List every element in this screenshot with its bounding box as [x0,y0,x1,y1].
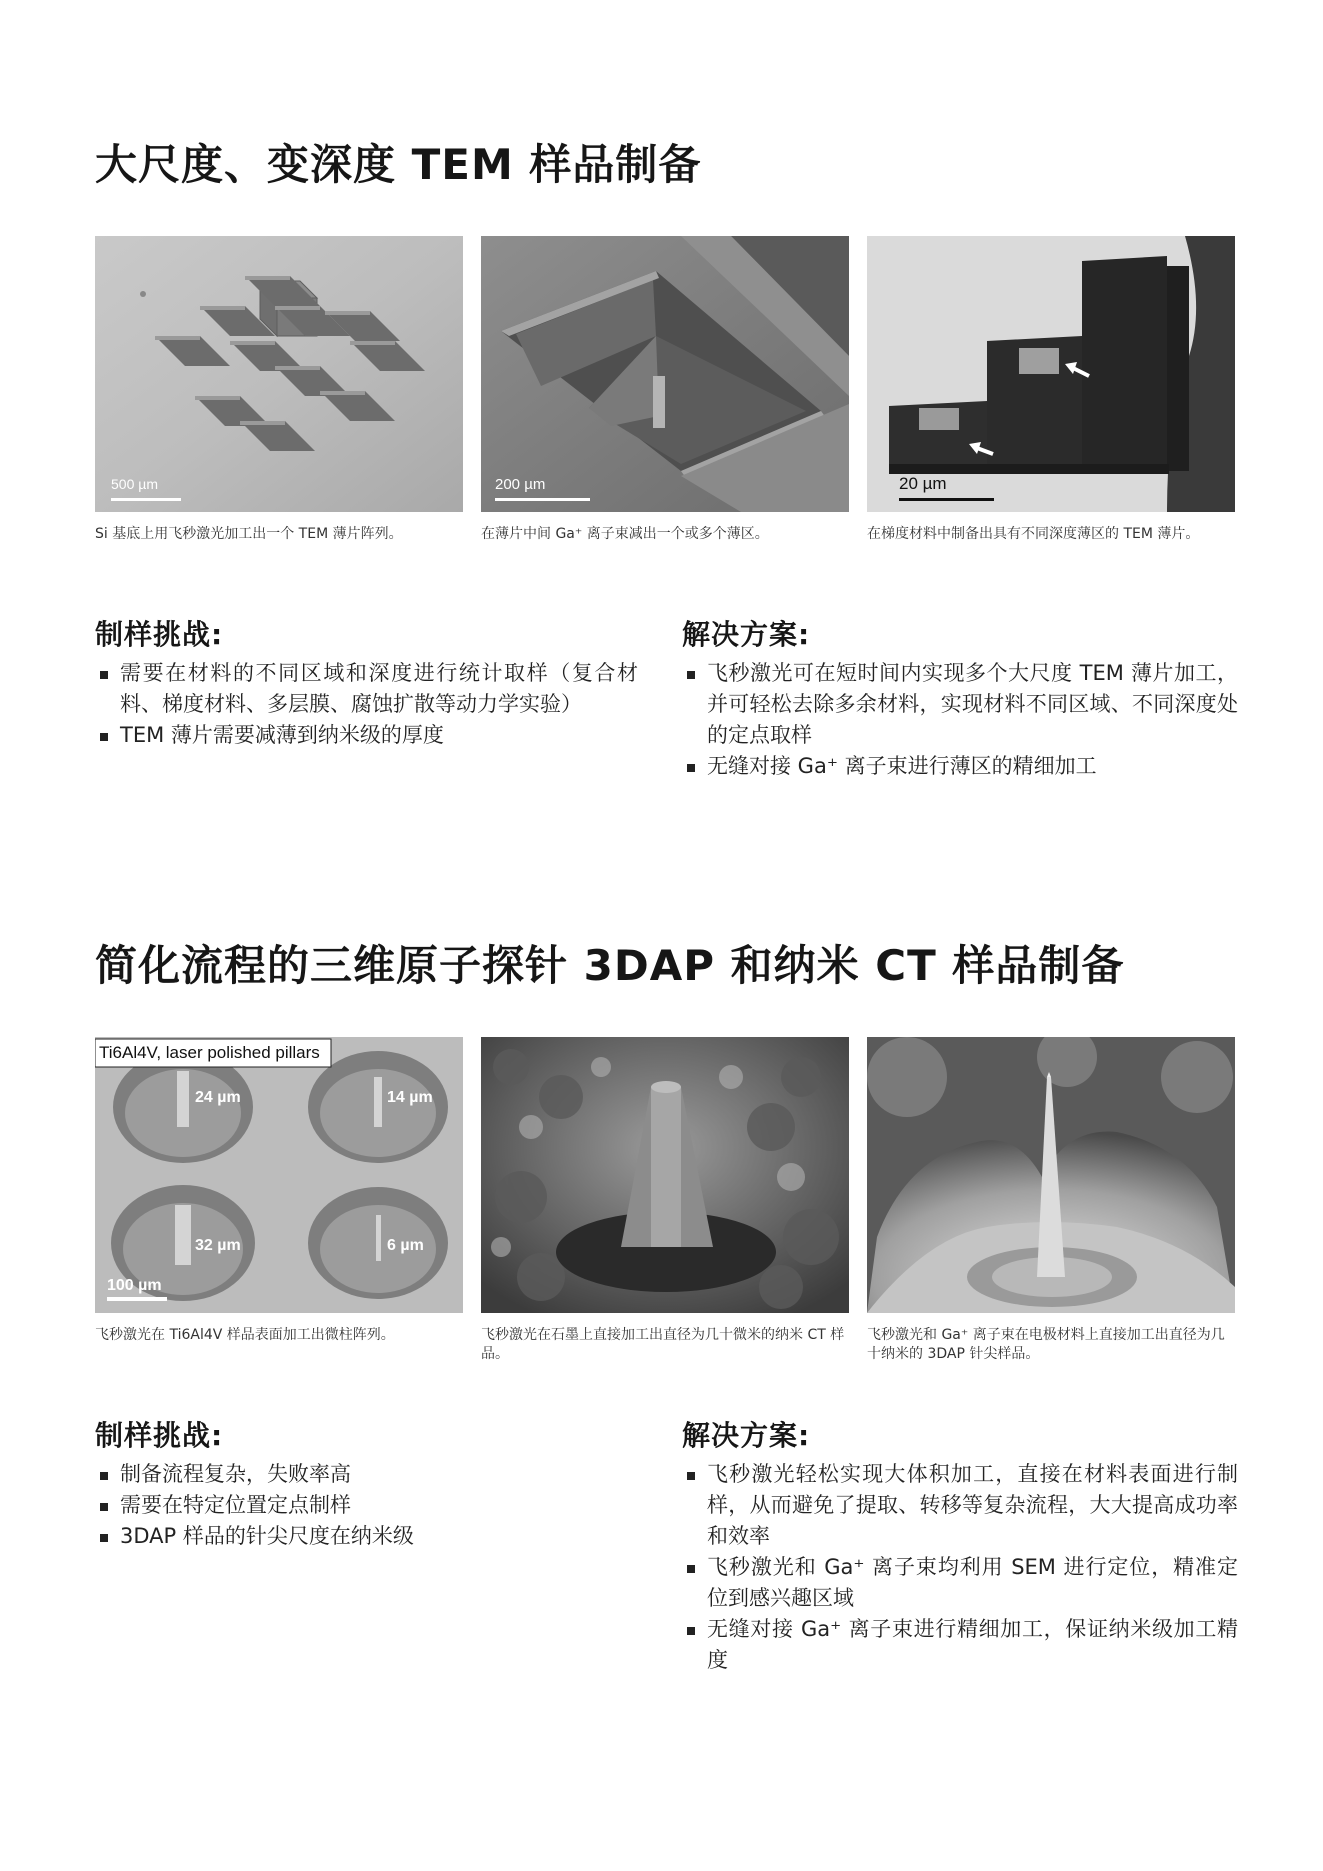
sem-image-lamella-array [95,236,463,512]
list-item: 无缝对接 Ga⁺ 离子束进行薄区的精细加工 [685,751,1238,782]
pillar-size-label: 32 µm [195,1237,241,1254]
list-item: 无缝对接 Ga⁺ 离子束进行精细加工，保证纳米级加工精度 [685,1614,1238,1676]
figure-caption: 飞秒激光在石墨上直接加工出直径为几十微米的纳米 CT 样品。 [481,1327,845,1362]
sem-image-pillar-array [95,1037,463,1313]
solution-list [685,658,1238,782]
challenge-heading: 制样挑战: [95,618,224,651]
scale-bar-label: 500 µm [111,476,158,492]
sem-image-thin-region [481,236,849,512]
gradient-lamella-svg [867,236,1235,512]
list-item: 制备流程复杂，失败率高 [98,1459,638,1490]
3dap-needle-svg [867,1037,1235,1313]
sem-image-3dap-needle [867,1037,1235,1313]
solution-heading: 解决方案: [682,618,811,651]
pillar-size-label: 14 µm [387,1089,433,1106]
figure-caption: 飞秒激光和 Ga⁺ 离子束在电极材料上直接加工出直径为几十纳米的 3DAP 针尖样品。 [867,1327,1225,1362]
list-item: 需要在材料的不同区域和深度进行统计取样（复合材料、梯度材料、多层膜、腐蚀扩散等动力学实验） [98,658,638,720]
sem-image-gradient-lamella [867,236,1235,512]
list-item: 飞秒激光轻松实现大体积加工，直接在材料表面进行制样，从而避免了提取、转移等复杂流程，大大提高成功率和效率 [685,1459,1238,1552]
challenge-list [98,1459,638,1552]
list-item: 飞秒激光和 Ga⁺ 离子束均利用 SEM 进行定位，精准定位到感兴趣区域 [685,1552,1238,1614]
lamella-array-svg [95,236,463,512]
section2-title: 简化流程的三维原子探针 3DAP 和纳米 CT 样品制备 [95,941,1125,990]
challenge-list [98,658,638,751]
figure-caption: 飞秒激光在 Ti6Al4V 样品表面加工出微柱阵列。 [95,1327,395,1343]
list-item: TEM 薄片需要减薄到纳米级的厚度 [98,720,638,751]
figure-caption: 在薄片中间 Ga⁺ 离子束减出一个或多个薄区。 [481,526,769,542]
list-item: 3DAP 样品的针尖尺度在纳米级 [98,1521,638,1552]
challenge-heading: 制样挑战: [95,1419,224,1452]
section1-title: 大尺度、变深度 TEM 样品制备 [95,140,702,189]
list-item: 需要在特定位置定点制样 [98,1490,638,1521]
scale-bar-label: 200 µm [495,476,546,493]
list-item: 飞秒激光可在短时间内实现多个大尺度 TEM 薄片加工，并可轻松去除多余材料，实现材料不同区域、不同深度处的定点取样 [685,658,1238,751]
sem-image-nanoct-pillar [481,1037,849,1313]
scale-bar-label: 100 µm [107,1277,162,1294]
pillar-array-svg [95,1037,463,1313]
figure-label: Ti6Al4V, laser polished pillars [99,1043,320,1062]
pillar-size-label: 6 µm [387,1237,424,1254]
thin-region-svg [481,236,849,512]
scale-bar-label: 20 µm [899,474,947,493]
nanoct-pillar-svg [481,1037,849,1313]
solution-list [685,1459,1238,1676]
figure-caption: Si 基底上用飞秒激光加工出一个 TEM 薄片阵列。 [95,526,403,542]
solution-heading: 解决方案: [682,1419,811,1452]
figure-caption: 在梯度材料中制备出具有不同深度薄区的 TEM 薄片。 [867,526,1200,542]
pillar-size-label: 24 µm [195,1089,241,1106]
